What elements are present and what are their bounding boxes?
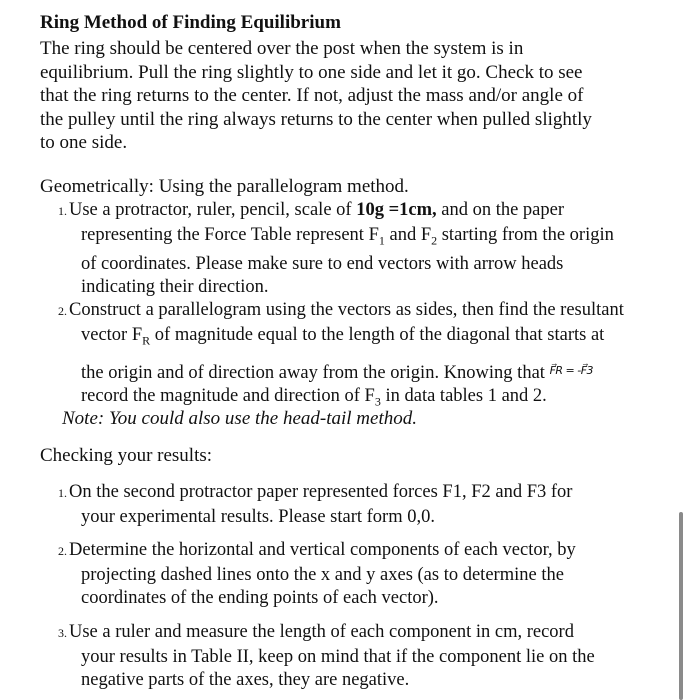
intro-line: to one side. <box>40 132 128 153</box>
checking-step-2: 2. Determine the horizontal and vertical components of each vector, by projecting dashed lines onto the x and y axes (as to determine the coordinates of the ending points of each vector). <box>58 540 576 608</box>
step-number: 2. <box>58 544 67 558</box>
step-number: 1. <box>58 486 67 500</box>
step-number: 1. <box>58 204 67 218</box>
section-title: Ring Method of Finding Equilibrium <box>40 12 341 33</box>
scale-value: 10g =1cm, <box>356 200 437 220</box>
checking-step-1: 1. On the second protractor paper represented forces F1, F2 and F3 for your experimental results. Please start form 0,0. <box>58 482 573 527</box>
checking-heading: Checking your results: <box>40 445 213 466</box>
geometric-step-2: 2. Construct a parallelogram using the vectors as sides, then find the resultant vector $F_R$ of magnitude equal to the length of the diagonal that starts at the origin and of direction away from the origin. Knowing that $^{F⃗R = -F⃗3}$ record the magnitude and direction of $F_3$ in data tables 1 and 2. <box>58 300 624 409</box>
geometric-step-1: 1. Use a protractor, ruler, pencil, scale of 10g =1cm, and on the paper representing the Force Table represent $F_1$ and $F_2$ starting from the origin of coordinates. Please make sure to end vectors with arrow heads indicating their direction. <box>58 200 614 298</box>
intro-line: The ring should be centered over the post when the system is in <box>40 38 524 59</box>
intro-line: that the ring returns to the center. If not, adjust the mass and/or angle of <box>40 85 584 106</box>
step-number: 3. <box>58 626 67 640</box>
intro-line: equilibrium. Pull the ring slightly to one side and let it go. Check to see <box>40 61 583 83</box>
geometric-heading: Geometrically: Using the parallelogram method. <box>40 176 409 197</box>
intro-line: the pulley until the ring always returns to the center when pulled slightly <box>40 108 592 130</box>
intro-paragraph <box>40 37 660 155</box>
note-text: Note: You could also use the head-tail method. <box>62 408 417 429</box>
step-number: 2. <box>58 304 67 318</box>
checking-step-3: 3. Use a ruler and measure the length of each component in cm, record your results in Table II, keep on mind that if the component lie on the negative parts of the axes, they are negative. <box>58 622 595 690</box>
scrollbar[interactable] <box>679 512 683 700</box>
handwritten-equation: F⃗R = -F⃗3 <box>549 363 594 377</box>
